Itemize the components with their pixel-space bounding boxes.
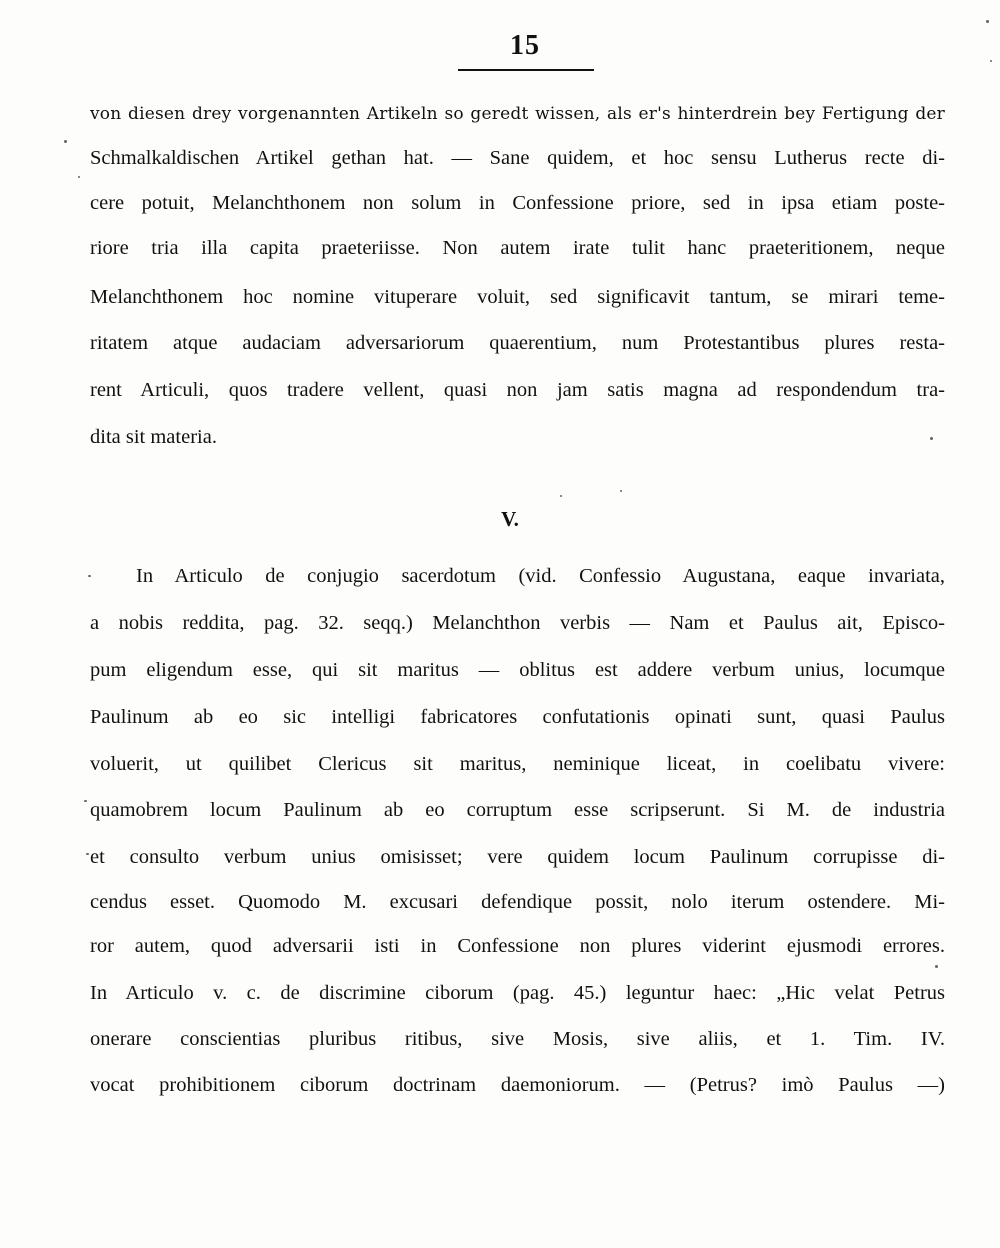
text-line: voluerit, ut quilibet Clericus sit maritus, neminique liceat, in coelibatu vivere: [90,753,945,775]
text-line: Melanchthonem hoc nomine vituperare voluit, sed significavit tantum, se mirari teme- [90,286,945,308]
scan-speck [88,575,91,577]
text-line: onerare conscientias pluribus ritibus, sive Mosis, sive aliis, et 1. Tim. IV. [90,1028,945,1050]
scan-speck [935,965,938,968]
text-line: vocat prohibitionem ciborum doctrinam daemoniorum. — (Petrus? imò Paulus —) [90,1074,945,1096]
text-line: a nobis reddita, pag. 32. seqq.) Melanchthon verbis — Nam et Paulus ait, Episco- [90,612,945,634]
scan-speck [930,437,933,440]
scan-speck [84,800,87,802]
text-line: pum eligendum esse, qui sit maritus — oblitus est addere verbum unius, locumque [90,659,945,681]
text-line: cere potuit, Melanchthonem non solum in Confessione priore, sed in ipsa etiam poste- [90,192,945,214]
text-line: ror autem, quod adversarii isti in Confessione non plures viderint ejusmodi errores. [90,935,945,957]
section-heading: V. [501,507,519,531]
scan-speck [560,495,562,497]
text-line: Paulinum ab eo sic intelligi fabricatores confutationis opinati sunt, quasi Paulus [90,706,945,728]
text-line: et consulto verbum unius omisisset; vere quidem locum Paulinum corrupisse di- [90,846,945,868]
text-line: In Articulo v. c. de discrimine ciborum (pag. 45.) leguntur haec: „Hic velat Petrus [90,982,945,1004]
text-line: riore tria illa capita praeteriisse. Non autem irate tulit hanc praeteritionem, neque [90,237,945,259]
scan-speck [620,490,622,492]
scan-speck [78,176,80,178]
scan-speck [986,20,989,23]
scan-speck [86,853,89,855]
text-line: von diesen drey vorgenannten Artikeln so geredt wissen, als er's hinterdrein bey Fertigung der [90,104,945,124]
scan-speck [64,140,67,143]
text-line: ritatem atque audaciam adversariorum quaerentium, num Protestantibus plures restа- [90,332,945,354]
text-line: quamobrem locum Paulinum ab eo corruptum esse scripserunt. Si M. de industria [90,799,945,821]
page-number-rule [458,69,594,71]
page-number: 15 [510,30,540,61]
text-line: cendus esset. Quomodo M. excusari defendique possit, nolo iterum ostendere. Mi- [90,891,945,913]
text-line: Schmalkaldischen Artikel gethan hat. — Sane quidem, et hoc sensu Lutherus recte di- [90,147,945,169]
text-line: dita sit materia. [90,426,217,448]
scan-speck [990,60,992,62]
text-line: In Articulo de conjugio sacerdotum (vid. Confessio Augustana, eaque invariata, [136,565,945,587]
text-line: rent Articuli, quos tradere vellent, quasi non jam satis magna ad respondendum tra- [90,379,945,401]
